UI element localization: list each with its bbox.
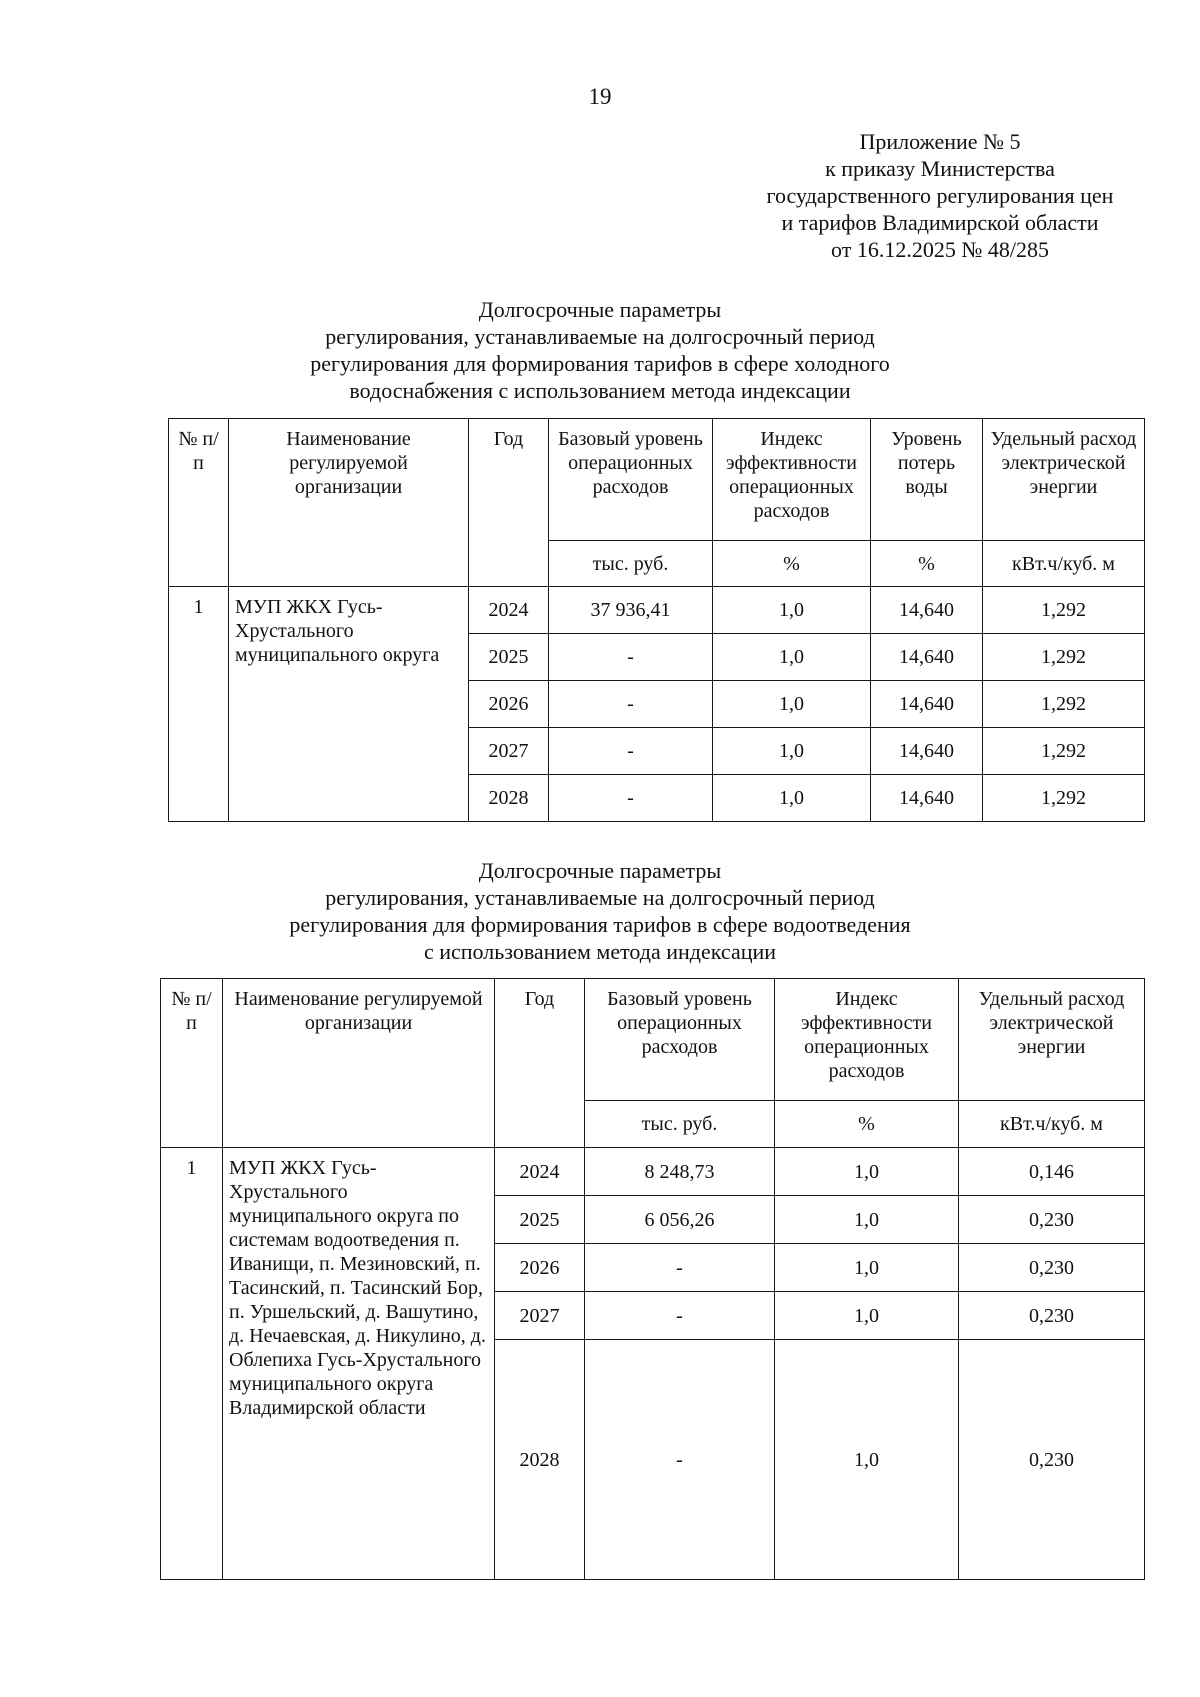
cell-base: 6 056,26	[585, 1196, 775, 1244]
appendix-line: и тарифов Владимирской области	[781, 210, 1099, 235]
cell-index: 1,0	[713, 681, 871, 728]
title-line: водоснабжения с использованием метода индексации	[349, 378, 851, 403]
water-supply-title	[0, 296, 1200, 404]
cell-loss: 14,640	[871, 681, 983, 728]
cell-loss: 14,640	[871, 775, 983, 822]
header-year: Год	[495, 979, 585, 1148]
wastewater-table	[160, 978, 1145, 1580]
unit-index: %	[713, 541, 871, 587]
cell-index: 1,0	[775, 1244, 959, 1292]
cell-energy: 1,292	[983, 775, 1145, 822]
appendix-line: государственного регулирования цен	[766, 183, 1114, 208]
table-row	[161, 1148, 1145, 1196]
header-org: Наименование регулируемой организации	[229, 419, 469, 587]
header-base: Базовый уровень операционных расходов	[585, 979, 775, 1101]
header-base: Базовый уровень операционных расходов	[549, 419, 713, 541]
cell-loss: 14,640	[871, 728, 983, 775]
title-line: с использованием метода индексации	[423, 939, 777, 964]
cell-year: 2024	[495, 1148, 585, 1196]
cell-energy: 0,230	[959, 1340, 1145, 1580]
wastewater-title	[0, 857, 1200, 965]
cell-index: 1,0	[775, 1148, 959, 1196]
cell-energy: 1,292	[983, 587, 1145, 634]
water-supply-table	[168, 418, 1145, 822]
unit-index: %	[775, 1101, 959, 1148]
cell-base: -	[549, 681, 713, 728]
cell-index: 1,0	[775, 1340, 959, 1580]
cell-base: -	[549, 634, 713, 681]
cell-year: 2028	[469, 775, 549, 822]
cell-index: 1,0	[713, 728, 871, 775]
organization-name: МУП ЖКХ Гусь-Хрустального муниципального округа	[229, 587, 469, 822]
title-line: регулирования, устанавливаемые на долгосрочный период	[325, 885, 875, 910]
cell-energy: 0,230	[959, 1292, 1145, 1340]
appendix-line: к приказу Министерства	[825, 156, 1055, 181]
cell-index: 1,0	[713, 587, 871, 634]
cell-year: 2026	[469, 681, 549, 728]
page-number: 19	[588, 84, 612, 109]
row-number: 1	[161, 1148, 223, 1580]
header-num: № п/п	[161, 979, 223, 1148]
appendix-line: Приложение № 5	[859, 129, 1021, 154]
cell-base: -	[585, 1292, 775, 1340]
cell-base: -	[549, 728, 713, 775]
row-number: 1	[169, 587, 229, 822]
cell-year: 2027	[495, 1292, 585, 1340]
cell-year: 2027	[469, 728, 549, 775]
title-line: регулирования для формирования тарифов в сфере водоотведения	[289, 912, 911, 937]
header-year: Год	[469, 419, 549, 587]
header-energy: Удельный расход электрической энергии	[983, 419, 1145, 541]
appendix-header	[740, 128, 1140, 263]
cell-energy: 1,292	[983, 681, 1145, 728]
unit-base: тыс. руб.	[585, 1101, 775, 1148]
cell-base: 37 936,41	[549, 587, 713, 634]
cell-index: 1,0	[713, 634, 871, 681]
cell-year: 2025	[495, 1196, 585, 1244]
cell-index: 1,0	[713, 775, 871, 822]
cell-energy: 1,292	[983, 634, 1145, 681]
header-energy: Удельный расход электрической энергии	[959, 979, 1145, 1101]
title-line: Долгосрочные параметры	[478, 297, 722, 322]
header-loss: Уровень потерь воды	[871, 419, 983, 541]
cell-year: 2024	[469, 587, 549, 634]
cell-index: 1,0	[775, 1196, 959, 1244]
cell-energy: 0,146	[959, 1148, 1145, 1196]
cell-loss: 14,640	[871, 634, 983, 681]
cell-base: -	[585, 1340, 775, 1580]
organization-name: МУП ЖКХ Гусь-Хрустального муниципального округа по системам водоотведения п. Иванищи, п. Мезиновский, п. Тасинский, п. Тасинский Бор, п. Уршельский, д. Вашутино, д. Нечаевская, д. Никулино, д. Облепиха Гусь-Хрустального муниципального округа Владимирской области	[223, 1148, 495, 1580]
title-line: регулирования для формирования тарифов в сфере холодного	[310, 351, 890, 376]
cell-year: 2025	[469, 634, 549, 681]
cell-base: -	[585, 1244, 775, 1292]
cell-loss: 14,640	[871, 587, 983, 634]
title-line: регулирования, устанавливаемые на долгосрочный период	[325, 324, 875, 349]
title-line: Долгосрочные параметры	[478, 858, 722, 883]
cell-base: -	[549, 775, 713, 822]
header-org: Наименование регулируемой организации	[223, 979, 495, 1148]
unit-base: тыс. руб.	[549, 541, 713, 587]
header-index: Индекс эффективности операционных расходов	[775, 979, 959, 1101]
cell-year: 2028	[495, 1340, 585, 1580]
header-num: № п/п	[169, 419, 229, 587]
unit-loss: %	[871, 541, 983, 587]
cell-energy: 0,230	[959, 1196, 1145, 1244]
cell-year: 2026	[495, 1244, 585, 1292]
cell-base: 8 248,73	[585, 1148, 775, 1196]
cell-index: 1,0	[775, 1292, 959, 1340]
header-index: Индекс эффективности операционных расходов	[713, 419, 871, 541]
unit-energy: кВт.ч/куб. м	[959, 1101, 1145, 1148]
table-row	[169, 587, 1145, 634]
unit-energy: кВт.ч/куб. м	[983, 541, 1145, 587]
cell-energy: 0,230	[959, 1244, 1145, 1292]
cell-energy: 1,292	[983, 728, 1145, 775]
appendix-line: от 16.12.2025 № 48/285	[831, 237, 1049, 262]
